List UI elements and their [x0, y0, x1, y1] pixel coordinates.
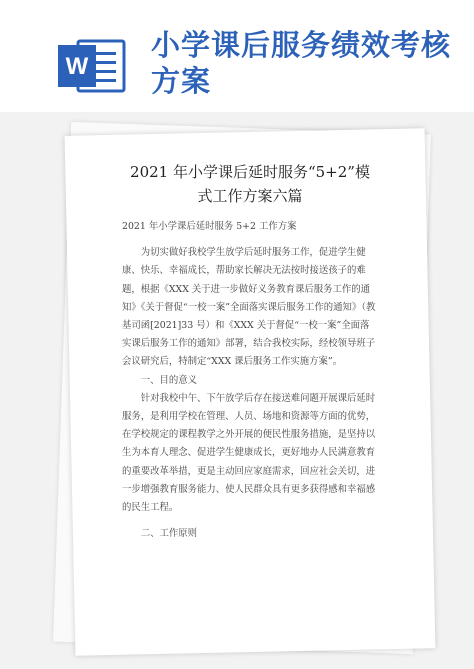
- document-title: 2021 年小学课后延时服务“5+2”模式工作方案六篇: [130, 163, 370, 205]
- header-banner: [0, 0, 474, 112]
- banner-title: 小学课后服务绩效考核方案: [151, 28, 452, 98]
- svg-text:W: W: [65, 53, 89, 80]
- word-icon: [58, 37, 128, 95]
- section-heading: 二、工作原则: [140, 528, 198, 540]
- document-subtitle: 2021 年小学课后延时服务 5+2 工作方案: [122, 221, 297, 232]
- document-body: [122, 218, 377, 543]
- paragraph: 针对我校中午、下午放学后存在接送难问题开展课后延时服务，是利用学校在管理、人员、场地和资源等方面的优势，在学校规定的课程教学之外开展的便民性服务措施，是坚持以生为本育人理念、促进学生健康成长，更好地办人民满意教育的重要改革举措，更是主动回应家庭需求，回应社会关切，进一步增强教育服务能力、使人民群众具有更多获得感和幸福感的民生工程。: [122, 392, 376, 514]
- paragraph: 为切实做好我校学生放学后延时服务工作，促进学生健康、快乐、幸福成长，帮助家长解决无法按时接送孩子的难题，根据《XXX 关于进一步做好义务教育课后服务工作的通知》《关于督促“一校一案”全面落实课后服务工作的通知》（教基司函[2021]33 号）和《XXX 关于督促“一校一案”全面落实课后服务工作的通知》部署，结合我校实际，经校领导班子会议研究后，特制定“XXX 课后服务工作实施方案”。: [122, 247, 376, 368]
- section-heading: 一、目的意义: [140, 374, 198, 386]
